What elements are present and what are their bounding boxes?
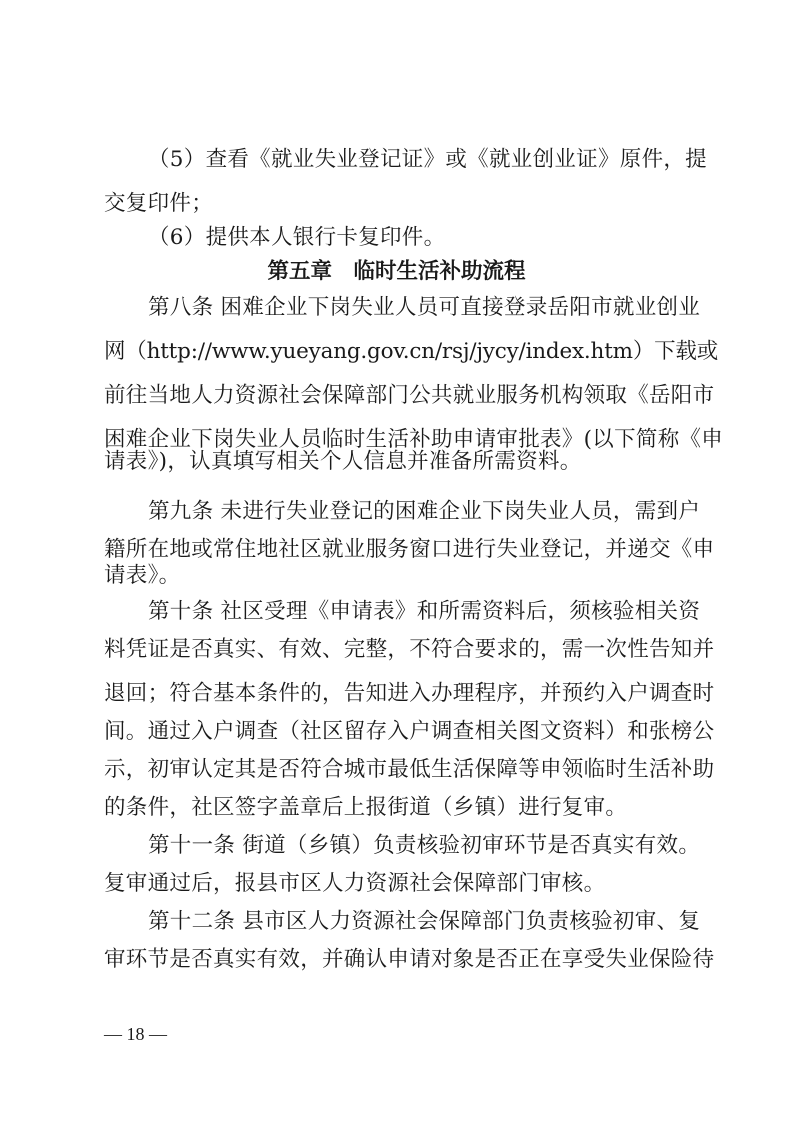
text-line: 第十二条 县市区人力资源社会保障部门负责核验初审、复	[148, 909, 701, 934]
text-line: 间。通过入户调查（社区留存入户调查相关图文资料）和张榜公	[104, 719, 715, 744]
text-line: 示，初审认定其是否符合城市最低生活保障等申领临时生活补助	[104, 757, 715, 782]
text-line: 困难企业下岗失业人员临时生活补助申请审批表》(以下简称《申	[104, 427, 724, 452]
text-line: （6）提供本人银行卡复印件。	[148, 225, 446, 250]
text-line: 籍所在地或常住地社区就业服务窗口进行失业登记，并递交《申	[104, 537, 715, 562]
text-line: 的条件，社区签字盖章后上报街道（乡镇）进行复审。	[104, 795, 628, 820]
text-line: 请表》。	[104, 563, 181, 588]
chapter-heading: 第五章 临时生活补助流程	[267, 259, 526, 284]
text-line: （5）查看《就业失业登记证》或《就业创业证》原件，提	[148, 147, 707, 172]
text-line: 请表》)，认真填写相关个人信息并准备所需资料。	[104, 449, 582, 474]
text-line: 第十一条 街道（乡镇）负责核验初审环节是否真实有效。	[148, 833, 701, 858]
text-line: 前往当地人力资源社会保障部门公共就业服务机构领取《岳阳市	[104, 383, 715, 408]
text-line: 第十条 社区受理《申请表》和所需资料后，须核验相关资	[148, 599, 701, 624]
text-line: 网（http://www.yueyang.gov.cn/rsj/jycy/index.htm）下载或	[104, 339, 719, 364]
text-line: 料凭证是否真实、有效、完整，不符合要求的，需一次性告知并	[104, 637, 715, 662]
text-line: 第九条 未进行失业登记的困难企业下岗失业人员，需到户	[148, 499, 701, 524]
text-line: 复审通过后，报县市区人力资源社会保障部门审核。	[104, 871, 606, 896]
page-number: — 18 —	[104, 1024, 167, 1044]
text-line: 交复印件；	[104, 191, 214, 216]
text-line: 第八条 困难企业下岗失业人员可直接登录岳阳市就业创业	[148, 295, 701, 320]
text-line: 审环节是否真实有效，并确认申请对象是否正在享受失业保险待	[104, 947, 715, 972]
text-line: 退回；符合基本条件的，告知进入办理程序，并预约入户调查时	[104, 681, 715, 706]
